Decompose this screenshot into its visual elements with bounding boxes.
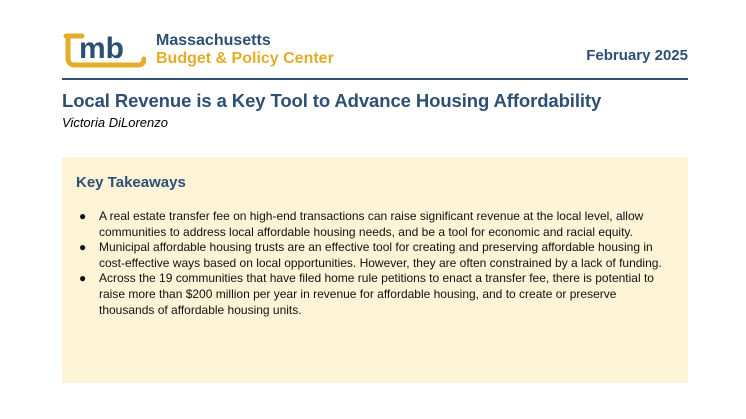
takeaway-text: Across the 19 communities that have filed home rule petitions to enact a transfer fee, there is potential to raise more than $200 million per year in revenue for affordable housing, and to create or preserve thousands of affordable housing units. (99, 271, 654, 317)
key-takeaways-heading: Key Takeaways (76, 174, 186, 191)
report-author: Victoria DiLorenzo (62, 115, 168, 130)
header-divider (62, 78, 688, 80)
bullet-icon: ● (79, 209, 87, 223)
bullet-icon: ● (79, 271, 87, 286)
report-header (62, 28, 688, 72)
org-name-line-1: Massachusetts (156, 32, 271, 49)
bullet-icon: ● (79, 240, 87, 255)
logo-letters: mb (79, 32, 124, 65)
takeaway-text: Municipal affordable housing trusts are an effective tool for creating and preserving affordable housing in cost-effective ways based on local opportunities. However, they are often constrained by a lack of funding. (99, 240, 662, 270)
organization-name (156, 32, 334, 68)
publication-date: February 2025 (586, 47, 688, 64)
mbpc-logo (62, 28, 146, 68)
org-name-line-2: Budget & Policy Center (156, 50, 334, 67)
key-takeaways-list (62, 209, 688, 318)
list-item (62, 209, 688, 240)
key-takeaways-box (62, 157, 688, 383)
takeaway-text: A real estate transfer fee on high-end transactions can raise significant revenue at the local level, allow communities to address local affordable housing needs, and be a tool for economic and racial equity. (99, 209, 644, 239)
report-title: Local Revenue is a Key Tool to Advance Housing Affordability (62, 90, 602, 111)
list-item (62, 271, 688, 318)
list-item (62, 240, 688, 271)
